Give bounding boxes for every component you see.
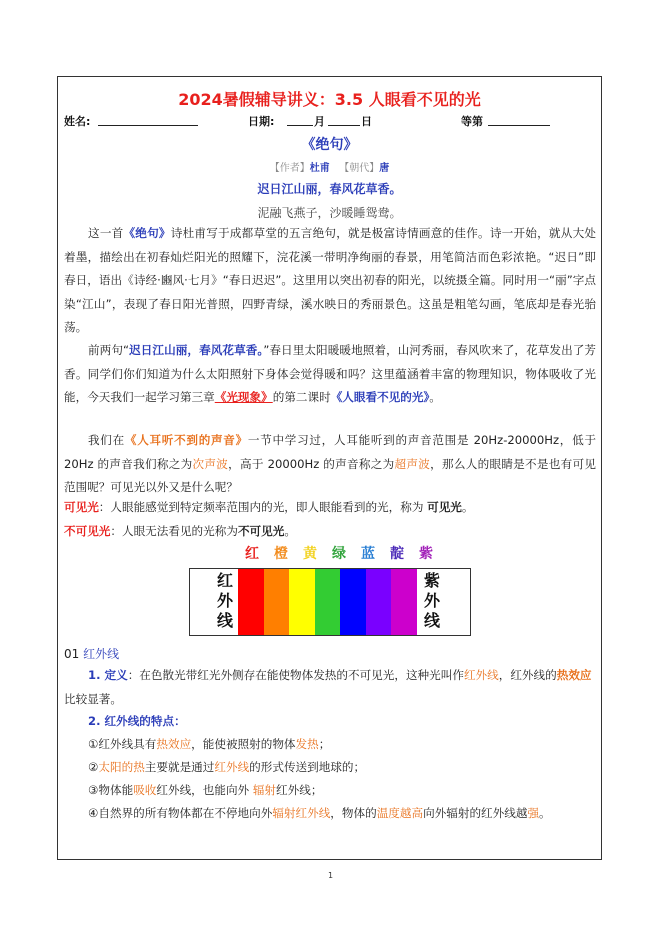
color-label-0: 红 — [245, 546, 259, 562]
intro-paragraph-2: 前两句“迟日江山丽，春风花草香。”春日里太阳暖暖地照着，山河秀丽，春风吹来了，花草发出了芳香。同学们你们知道为什么太阳照射下身体会觉得暖和吗？这里蕴涵着丰富的物理知识，物体吸收了光能，今天我们一起学习第三章《光现象》的第二课时《人眼看不见的光》。 — [64, 343, 597, 404]
grade-blank[interactable] — [488, 125, 550, 126]
infrared-label — [216, 571, 234, 631]
infrared-features-title: 2. 红外线的特点： — [88, 714, 186, 728]
poem-line-2: 泥融飞燕子，沙暖睡鸳鸯。 — [257, 206, 402, 220]
color-label-6: 紫 — [419, 546, 433, 562]
dynasty-label: 【朝代】 — [339, 163, 380, 174]
day-blank[interactable] — [328, 125, 360, 126]
infrared-definition: 1. 定义：在色散光带红光外侧存在能使物体发热的不可见光，这种光叫作红外线，红外线的热效应比较显著。 — [64, 668, 592, 706]
date-label: 日期: — [248, 115, 275, 128]
name-blank[interactable] — [98, 125, 198, 126]
day-label: 日 — [361, 115, 372, 128]
invisible-light-definition: 不可见光：人眼无法看见的光称为不可见光。 — [64, 524, 296, 538]
ultraviolet-char-1: 外 — [423, 591, 440, 610]
author-name: 杜甫 — [309, 163, 330, 174]
page-number: 1 — [327, 871, 334, 880]
spectrum-band-0 — [238, 569, 264, 635]
feature-2: ②太阳的热主要就是通过红外线的形式传送到地球的； — [88, 760, 366, 774]
intro-paragraph-1: 这一首《绝句》诗杜甫写于成都草堂的五言绝句，就是极富诗情画意的佳作。诗一开始，就从大处着墨，描绘出在初春灿烂阳光的照耀下，浣花溪一带明净绚丽的春景，用笔简洁而色彩浓艳。“迟日”即春日，语出《诗经·豳风·七月》“春日迟迟”。这里用以突出初春的阳光，以统摄全篇。同时用一“丽”字点染“江山”，表现了春日阳光普照，四野青绿，溪水映日的秀丽景色。这虽是粗笔勾画，笔底却是春光骀荡。 — [64, 226, 596, 334]
month-label: 月 — [314, 115, 325, 128]
color-label-1: 橙 — [274, 546, 288, 562]
spectrum-diagram — [189, 568, 471, 636]
ultraviolet-label — [423, 571, 441, 631]
intro-paragraph-3: 我们在《人耳听不到的声音》一节中学习过，人耳能听到的声音范围是 20Hz-20000Hz，低于 20Hz 的声音我们称之为次声波，高于 20000Hz 的声音称之为超声波，那么人的眼睛是不是也有可见范围呢？可见光以外又是什么呢？ — [64, 433, 596, 494]
spectrum-band-6 — [391, 569, 417, 635]
page-title: 2024暑假辅导讲义：3.5 人眼看不见的光 — [178, 90, 481, 109]
spectrum-band-5 — [366, 569, 392, 635]
color-label-3: 绿 — [332, 546, 346, 562]
infrared-char-2: 线 — [216, 611, 233, 630]
poem-title: 《绝句》 — [301, 137, 358, 153]
color-label-4: 蓝 — [361, 546, 375, 562]
name-label: 姓名: — [64, 115, 91, 128]
spectrum-color-labels — [245, 543, 448, 563]
feature-4: ④自然界的所有物体都在不停地向外辐射红外线，物体的温度越高向外辐射的红外线越强。 — [88, 806, 551, 820]
section-infrared-heading: 01 红外线 — [64, 647, 120, 661]
feature-3: ③物体能吸收红外线，也能向外 辐射红外线； — [88, 783, 323, 797]
color-label-5: 靛 — [390, 546, 404, 562]
color-label-2: 黄 — [303, 546, 317, 562]
spectrum-band-4 — [340, 569, 366, 635]
infrared-char-0: 红 — [216, 571, 233, 590]
poem-line-1: 迟日江山丽，春风花草香。 — [257, 182, 402, 196]
dynasty-name: 唐 — [379, 163, 390, 174]
infrared-char-1: 外 — [216, 591, 233, 610]
grade-label: 等第 — [461, 115, 483, 128]
feature-1: ①红外线具有热效应，能使被照射的物体发热； — [88, 737, 331, 751]
spectrum-band-1 — [264, 569, 290, 635]
author-label: 【作者】 — [269, 163, 310, 174]
spectrum-band-3 — [315, 569, 341, 635]
month-blank[interactable] — [287, 125, 313, 126]
visible-light-definition: 可见光：人眼能感觉到特定频率范围内的光，即人眼能看到的光，称为 可见光。 — [64, 500, 474, 514]
ultraviolet-char-2: 线 — [423, 611, 440, 630]
spectrum-band-2 — [289, 569, 315, 635]
poem-author-line — [57, 159, 602, 174]
ultraviolet-char-0: 紫 — [423, 571, 440, 590]
